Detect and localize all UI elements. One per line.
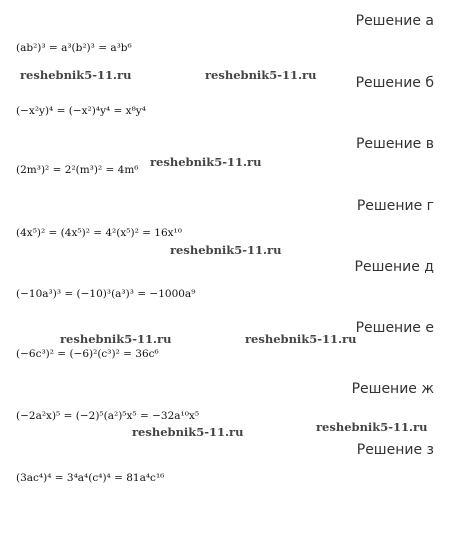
formula-z: (3ac⁴)⁴ = 3⁴a⁴(c⁴)⁴ = 81a⁴c¹⁶ — [16, 472, 165, 484]
formula-b: (−x²y)⁴ = (−x²)⁴y⁴ = x⁸y⁴ — [16, 105, 146, 117]
heading-v: Решение в — [355, 136, 434, 152]
heading-g: Решение г — [356, 198, 434, 214]
heading-e: Решение е — [355, 320, 434, 336]
formula-zh: (−2a²x)⁵ = (−2)⁵(a²)⁵x⁵ = −32a¹⁰x⁵ — [16, 410, 200, 422]
formula-a: (ab²)³ = a³(b²)³ = a³b⁶ — [16, 42, 132, 54]
formula-v: (2m³)² = 2²(m³)² = 4m⁶ — [16, 164, 139, 176]
formula-e: (−6c³)² = (−6)²(c³)² = 36c⁶ — [16, 348, 159, 360]
watermark: reshebnik5-11.ru — [245, 332, 357, 346]
heading-b: Решение б — [355, 75, 434, 91]
heading-z: Решение з — [356, 442, 434, 458]
watermark: reshebnik5-11.ru — [316, 420, 428, 434]
watermark: reshebnik5-11.ru — [20, 68, 132, 82]
watermark: reshebnik5-11.ru — [150, 155, 262, 169]
heading-a: Решение а — [355, 13, 434, 29]
formula-g: (4x⁵)² = (4x⁵)² = 4²(x⁵)² = 16x¹⁰ — [16, 227, 182, 239]
heading-d: Решение д — [354, 259, 434, 275]
watermark: reshebnik5-11.ru — [132, 425, 244, 439]
watermark: reshebnik5-11.ru — [60, 332, 172, 346]
formula-d: (−10a³)³ = (−10)³(a³)³ = −1000a⁹ — [16, 288, 196, 300]
watermark: reshebnik5-11.ru — [205, 68, 317, 82]
watermark: reshebnik5-11.ru — [170, 243, 282, 257]
heading-zh: Решение ж — [351, 381, 434, 397]
